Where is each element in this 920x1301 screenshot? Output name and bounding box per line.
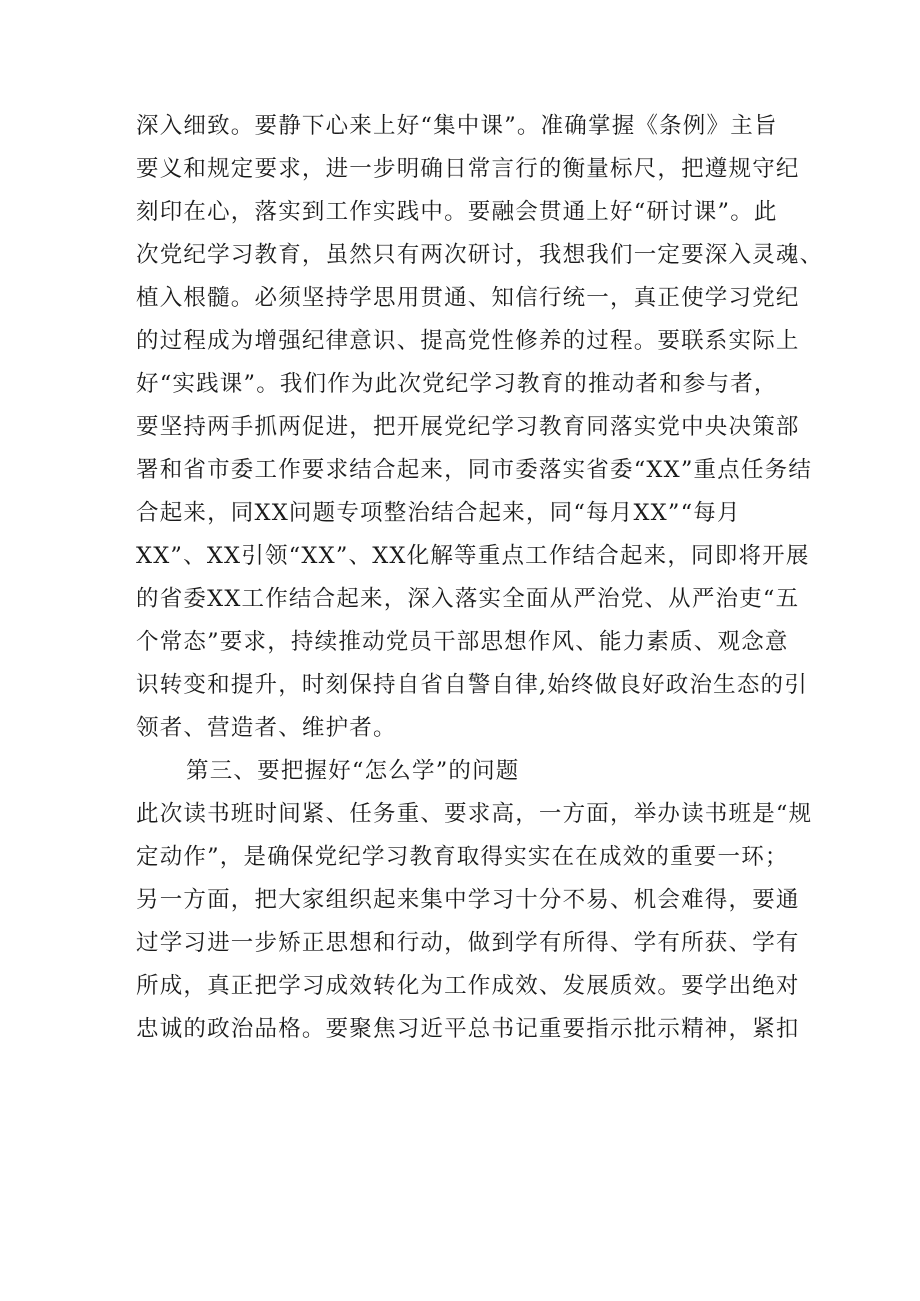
paragraph-line: 要义和规定要求，进一步明确日常言行的衡量标尺，把遵规守纪: [136, 156, 800, 182]
paragraph-line: 另一方面，把大家组织起来集中学习十分不易、机会难得，要通: [136, 887, 800, 913]
paragraph-line: 要坚持两手抓两促进，把开展党纪学习教育同落实党中央决策部: [136, 414, 800, 440]
paragraph-line: 忠诚的政治品格。要聚焦习近平总书记重要指示批示精神，紧扣: [136, 1016, 800, 1042]
paragraph-line: 植入根髓。必须坚持学思用贯通、知信行统一，真正使学习党纪: [136, 285, 800, 311]
paragraph-line: 领者、营造者、维护者。: [136, 715, 397, 741]
paragraph-line: XX”、XX引领“XX”、XX化解等重点工作结合起来，同即将开展: [136, 543, 810, 569]
paragraph-line: 刻印在心，落实到工作实践中。要融会贯通上好“研讨课”。此: [136, 199, 778, 225]
paragraph-line: 好“实践课”。我们作为此次党纪学习教育的推动者和参与者，: [136, 371, 778, 397]
paragraph-line: 所成，真正把学习成效转化为工作成效、发展质效。要学出绝对: [136, 973, 800, 999]
paragraph-line: 此次读书班时间紧、任务重、要求高，一方面，举办读书班是“规: [136, 801, 813, 827]
paragraph-line: 深入细致。要静下心来上好“集中课”。准确掌握《条例》主旨: [136, 113, 778, 139]
paragraph-line: 个常态”要求，持续推动党员干部思想作风、能力素质、观念意: [136, 629, 789, 655]
paragraph-line: 定动作”，是确保党纪学习教育取得实实在在成效的重要一环；: [136, 844, 789, 870]
paragraph-line: 识转变和提升，时刻保持自省自警自律,始终做良好政治生态的引: [136, 672, 808, 698]
section-heading: 第三、要把握好“怎么学”的问题: [186, 758, 520, 784]
paragraph-line: 次党纪学习教育，虽然只有两次研讨，我想我们一定要深入灵魂、: [136, 242, 824, 268]
paragraph-line: 的省委XX工作结合起来，深入落实全面从严治党、从严治吏“五: [136, 586, 800, 612]
paragraph-line: 合起来，同XX问题专项整治结合起来，同“每月XX”“每月: [136, 500, 741, 526]
paragraph-line: 的过程成为增强纪律意识、提高党性修养的过程。要联系实际上: [136, 328, 800, 354]
paragraph-line: 过学习进一步矫正思想和行动，做到学有所得、学有所获、学有: [136, 930, 800, 956]
paragraph-line: 署和省市委工作要求结合起来，同市委落实省委“XX”重点任务结: [136, 457, 813, 483]
